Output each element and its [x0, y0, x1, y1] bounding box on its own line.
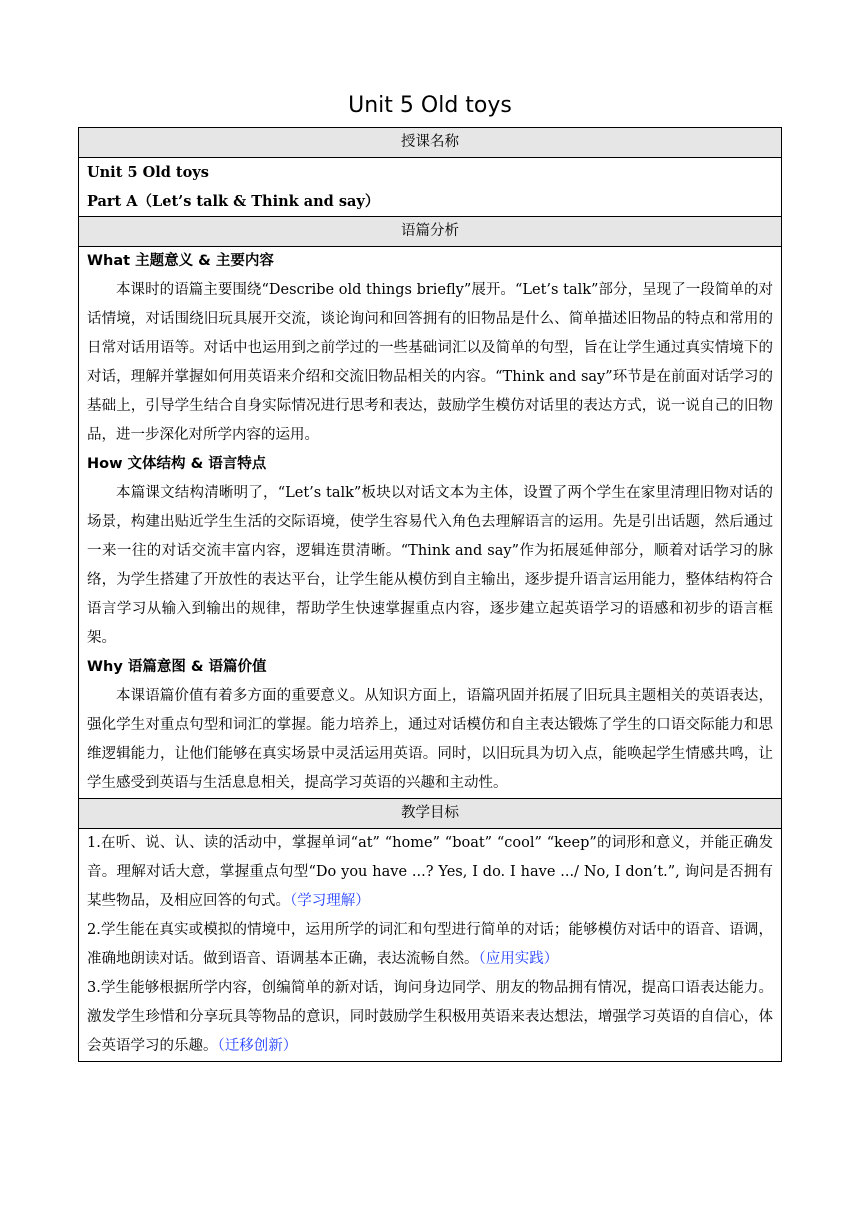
objective-tag: （迁移创新）	[217, 1038, 298, 1054]
table-row	[79, 128, 782, 158]
objective-1	[87, 829, 773, 916]
course-unit-line: Unit 5 Old toys	[87, 164, 209, 181]
section-header-teaching-objectives: 教学目标	[79, 799, 782, 829]
table-row	[79, 217, 782, 247]
lesson-plan-table	[78, 127, 782, 1062]
table-row	[79, 247, 782, 799]
why-heading: Why 语篇意图 & 语篇价值	[87, 659, 267, 675]
document-title: Unit 5 Old toys	[348, 93, 512, 118]
section-header-course-name: 授课名称	[79, 128, 782, 158]
how-paragraph: 本篇课文结构清晰明了，“Let’s talk”板块以对话文本为主体，设置了两个学生在家里清理旧物对话的场景，构建出贴近学生生活的交际语境，使学生容易代入角色去理解语言的运用。先是引出话题，然后通过一来一往的对话交流丰富内容，逻辑连贯清晰。“Think and say”作为拓展延伸部分，顺着对话学习的脉络，为学生搭建了开放性的表达平台，让学生能从模仿到自主输出，逐步提升语言运用能力，整体结构符合语言学习从输入到输出的规律，帮助学生快速掌握重点内容，逐步建立起英语学习的语感和初步的语言框架。	[87, 485, 773, 646]
what-paragraph: 本课时的语篇主要围绕“Describe old things briefly”展开。“Let’s talk”部分，呈现了一段简单的对话情境，对话围绕旧玩具展开交流，谈论询问和回答拥有的旧物品是什么、简单描述旧物品的特点和常用的日常对话用语等。对话中也运用到之前学过的一些基础词汇以及简单的句型，旨在让学生通过真实情境下的对话，理解并掌握如何用英语来介绍和交流旧物品相关的内容。“Think and say”环节是在前面对话学习的基础上，引导学生结合自身实际情况进行思考和表达，鼓励学生模仿对话里的表达方式，说一说自己的旧物品，进一步深化对所学内容的运用。	[87, 282, 773, 443]
objective-tag: （学习理解）	[290, 893, 370, 909]
objective-3	[87, 974, 773, 1061]
how-heading: How 文体结构 & 语言特点	[87, 456, 267, 472]
table-row	[79, 799, 782, 829]
table-row	[79, 829, 782, 1062]
objective-text: 1.在听、说、认、读的活动中，掌握单词“at” “home” “boat” “cool” “keep”的词形和意义，并能正确发音。理解对话大意，掌握重点句型“Do you have ...? Yes, I do. I have .../ No, I don’t.”, 询问是否拥有某些物品，及相应回答的句式。	[87, 835, 773, 909]
objective-2	[87, 916, 773, 974]
what-heading: What 主题意义 & 主要内容	[87, 253, 274, 269]
objective-text: 2.学生能在真实或模拟的情境中，运用所学的词汇和句型进行简单的对话；能够模仿对话中的语音、语调，准确地朗读对话。做到语音、语调基本正确，表达流畅自然。	[87, 922, 773, 967]
table-row	[79, 158, 782, 217]
objective-tag: （应用实践）	[478, 951, 559, 967]
text-analysis-cell	[79, 247, 782, 799]
objective-text: 3.学生能够根据所学内容，创编简单的新对话，询问身边同学、朋友的物品拥有情况，提高口语表达能力。激发学生珍惜和分享玩具等物品的意识，同时鼓励学生积极用英语来表达想法，增强学习英语的自信心，体会英语学习的乐趣。	[87, 980, 773, 1054]
course-part-line: Part A（Let’s talk & Think and say）	[87, 193, 380, 210]
why-paragraph: 本课语篇价值有着多方面的重要意义。从知识方面上，语篇巩固并拓展了旧玩具主题相关的英语表达，强化学生对重点句型和词汇的掌握。能力培养上，通过对话模仿和自主表达锻炼了学生的口语交际能力和思维逻辑能力，让他们能够在真实场景中灵活运用英语。同时，以旧玩具为切入点，能唤起学生情感共鸣，让学生感受到英语与生活息息相关，提高学习英语的兴趣和主动性。	[87, 688, 773, 791]
section-header-text-analysis: 语篇分析	[79, 217, 782, 247]
course-name-cell	[79, 158, 782, 217]
objectives-cell	[79, 829, 782, 1062]
